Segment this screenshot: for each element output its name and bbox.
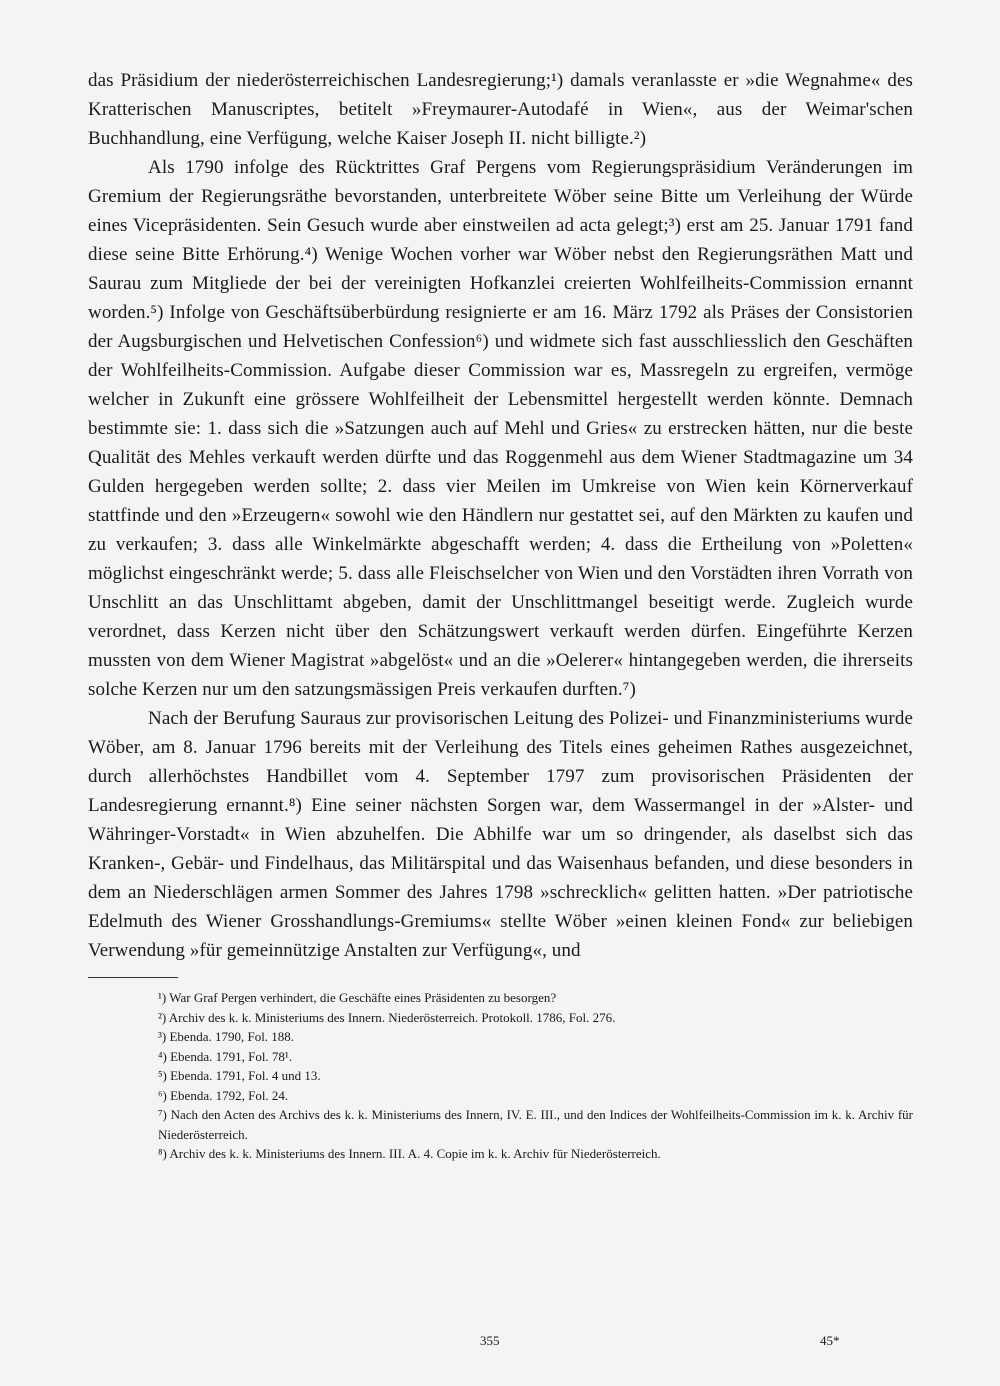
- footnote-8: ⁸) Archiv des k. k. Ministeriums des Innern. III. A. 4. Copie im k. k. Archiv für Niederösterreich.: [158, 1146, 661, 1161]
- paragraph-3: Nach der Berufung Sauraus zur provisorischen Leitung des Polizei- und Finanzministeriums wurde Wöber, am 8. Januar 1796 bereits mit der Verleihung des Titels eines geheimen Rathes ausgezeichnet, durch allerhöchstes Handbillet vom 4. September 1797 zum provisorischen Präsidenten der Landesregierung ernannt.⁸) Eine seiner nächsten Sorgen war, dem Wassermangel in der »Alster- und Währinger-Vorstadt« in Wien abzuhelfen. Die Abhilfe war um so dringender, als daselbst sich das Kranken-, Gebär- und Findelhaus, das Militärspital und das Waisenhaus befanden, und diese besonders in dem an Niederschlägen armen Sommer des Jahres 1798 »schrecklich« gelitten hatten. »Der patriotische Edelmuth des Wiener Grosshandlungs-Gremiums« stellte Wöber »einen kleinen Fond« zur beliebigen Verwendung »für gemeinnützige Anstalten zur Verfügung«, und: [88, 708, 913, 961]
- footnote-5: ⁵) Ebenda. 1791, Fol. 4 und 13.: [158, 1068, 321, 1083]
- page-content: [88, 66, 913, 1164]
- signature-mark: 45*: [820, 1333, 840, 1348]
- footnote-7: ⁷) Nach den Acten des Archivs des k. k. Ministeriums des Innern, IV. E. III., und den Indices der Wohlfeilheits-Commission im k. k. Archiv für Niederösterreich.: [158, 1107, 913, 1142]
- paragraph-2: Als 1790 infolge des Rücktrittes Graf Pergens vom Regierungspräsidium Veränderungen im Gremium der Regierungsräthe bevorstanden, unterbreitete Wöber seine Bitte um Verleihung der Würde eines Vicepräsidenten. Sein Gesuch wurde aber einstweilen ad acta gelegt;³) erst am 25. Januar 1791 fand diese seine Bitte Erhörung.⁴) Wenige Wochen vorher war Wöber nebst den Regierungsräthen Matt und Saurau zum Mitgliede der bei der vereinigten Hofkanzlei creierten Wohlfeilheits-Commission ernannt worden.⁵) Infolge von Geschäftsüberbürdung resignierte er am 16. März 1792 als Präses der Consistorien der Augsburgischen und Helvetischen Confession⁶) und widmete sich fast ausschliesslich den Geschäften der Wohlfeilheits-Commission. Aufgabe dieser Commission war es, Massregeln zu ergreifen, vermöge welcher in Zukunft eine grössere Wohlfeilheit der Lebensmittel hergestellt werden könnte. Demnach bestimmte sie: 1. dass sich die »Satzungen auch auf Mehl und Gries« zu erstrecken hätten, nur die beste Qualität des Mehles verkauft werden dürfte und das Roggenmehl aus dem Wiener Stadtmagazine um 34 Gulden hergegeben werden sollte; 2. dass vier Meilen im Umkreise von Wien kein Körnerverkauf stattfinde und den »Erzeugern« sowohl wie den Händlern nur gestattet sei, auf den Märkten zu kaufen und zu verkaufen; 3. dass alle Winkelmärkte abgeschafft werden; 4. dass die Ertheilung von »Poletten« möglichst eingeschränkt werde; 5. dass alle Fleischselcher von Wien und den Vorstädten ihren Vorrath von Unschlitt an das Unschlittamt abgeben, damit der Unschlittmangel beseitigt werde. Zugleich wurde verordnet, dass Kerzen nicht über den Schätzungswert verkauft werden dürfen. Eingeführte Kerzen mussten von dem Wiener Magistrat »abgelöst« und an die »Oelerer« hintangegeben werden, die ihrerseits solche Kerzen nur um den satzungsmässigen Preis verkaufen durften.⁷): [88, 157, 913, 700]
- footnote-6: ⁶) Ebenda. 1792, Fol. 24.: [158, 1087, 289, 1103]
- footnote-divider: [88, 977, 178, 978]
- footnote-2: ²) Archiv des k. k. Ministeriums des Innern. Niederösterreich. Protokoll. 1786, Fol. 276.: [158, 1009, 616, 1025]
- main-text: [88, 66, 913, 965]
- footnote-3: ³) Ebenda. 1790, Fol. 188.: [158, 1029, 295, 1044]
- footnote-1: ¹) War Graf Pergen verhindert, die Geschäfte eines Präsidenten zu besorgen?: [158, 990, 557, 1005]
- paragraph-1: das Präsidium der niederösterreichischen Landesregierung;¹) damals veranlasste er »die Wegnahme« des Kratterischen Manuscriptes, betitelt »Freymaurer-Autodafé in Wien«, aus der Weimar'schen Buchhandlung, eine Verfügung, welche Kaiser Joseph II. nicht billigte.²): [88, 70, 913, 149]
- footnote-4: ⁴) Ebenda. 1791, Fol. 78¹.: [158, 1048, 293, 1064]
- page-number: 355: [480, 1333, 500, 1348]
- footnotes: [88, 988, 913, 1164]
